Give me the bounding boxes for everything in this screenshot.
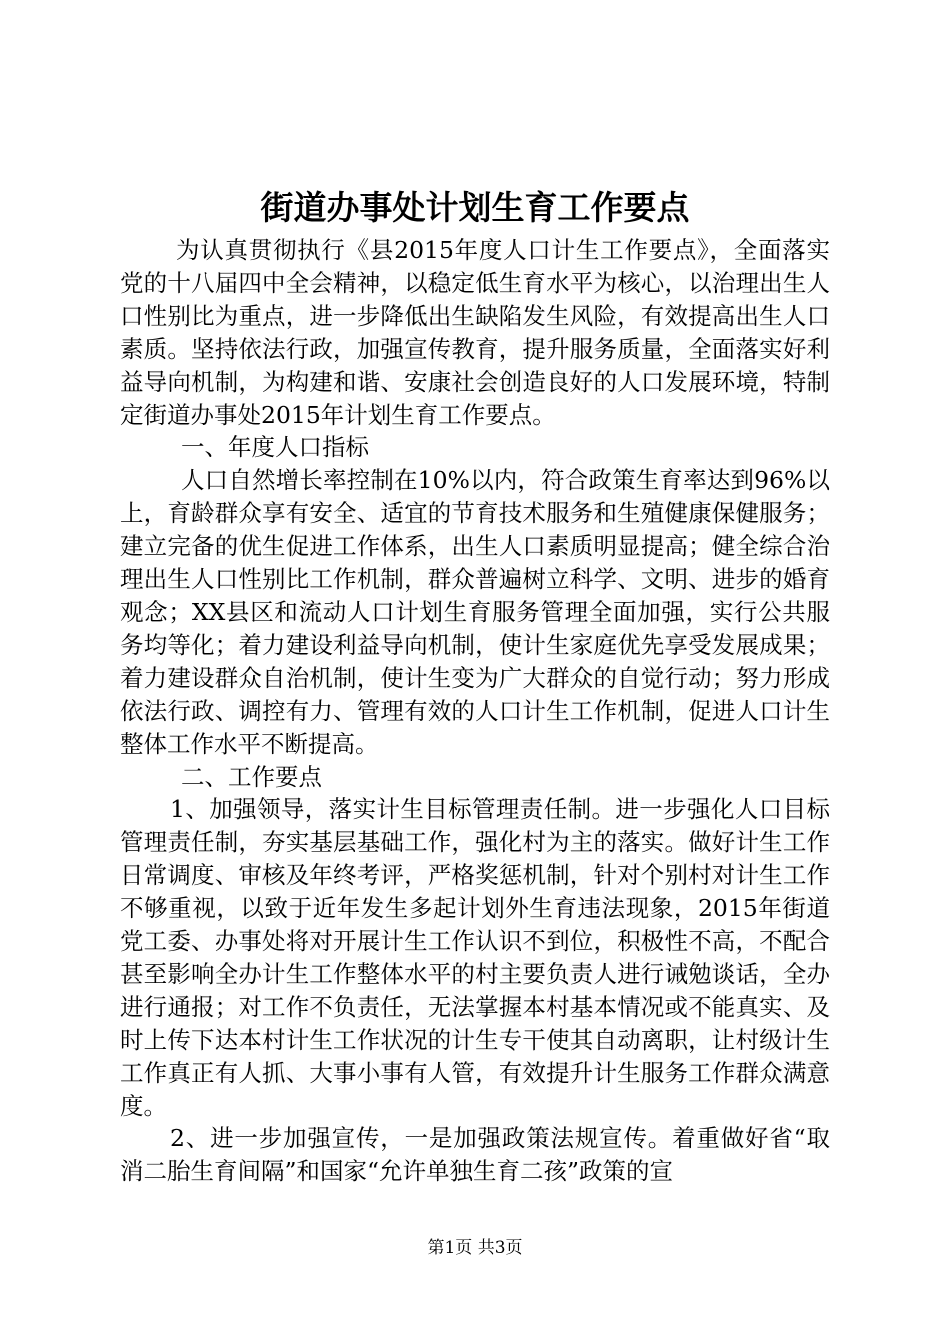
section-heading-2: 二、工作要点	[181, 762, 322, 791]
section-heading-1: 一、年度人口指标	[181, 433, 369, 462]
point-1-paragraph: 1、加强领导，落实计生目标管理责任制。进一步强化人口目标管理责任制，夯实基层基础工作，强化村为主的落实。做好计生工作日常调度、审核及年终考评，严格奖惩机制，针对个别村对计生工作不够重视，以致于近年发生多起计划外生育违法现象，2015年街道党工委、办事处将对开展计生工作认识不到位，积极性不高，不配合甚至影响全办计生工作整体水平的村主要负责人进行诫勉谈话，全办进行通报；对工作不负责任，无法掌握本村基本情况或不能真实、及时上传下达本村计生工作状况的计生专干使其自动离职，让村级计生工作真正有人抓、大事小事有人管，有效提升计生服务工作群众满意度。	[120, 795, 830, 1120]
intro-paragraph: 为认真贯彻执行《县2015年度人口计生工作要点》，全面落实党的十八届四中全会精神，以稳定低生育水平为核心，以治理出生人口性别比为重点，进一步降低出生缺陷发生风险，有效提高出生人口素质。坚持依法行政，加强宣传教育，提升服务质量，全面落实好利益导向机制，为构建和谐、安康社会创造良好的人口发展环境，特制定街道办事处2015年计划生育工作要点。	[120, 236, 830, 429]
page-number-footer: 第1页 共3页	[427, 1238, 523, 1258]
document-title: 街道办事处计划生育工作要点	[260, 188, 690, 227]
targets-paragraph: 人口自然增长率控制在10%以内，符合政策生育率达到96%以上，育龄群众享有安全、适宜的节育技术服务和生殖健康保健服务；建立完备的优生促进工作体系，出生人口素质明显提高；健全综合治理出生人口性别比工作机制，群众普遍树立科学、文明、进步的婚育观念；XX县区和流动人口计划生育服务管理全面加强，实行公共服务均等化；着力建设利益导向机制，使计生家庭优先享受发展成果；着力建设群众自治机制，使计生变为广大群众的自觉行动；努力形成依法行政、调控有力、管理有效的人口计生工作机制，促进人口计生整体工作水平不断提高。	[120, 466, 830, 758]
point-2-paragraph: 2、进一步加强宣传，一是加强政策法规宣传。着重做好省“取消二胎生育间隔”和国家“允许单独生育二孩”政策的宣	[120, 1124, 830, 1186]
document-body	[120, 234, 830, 1188]
